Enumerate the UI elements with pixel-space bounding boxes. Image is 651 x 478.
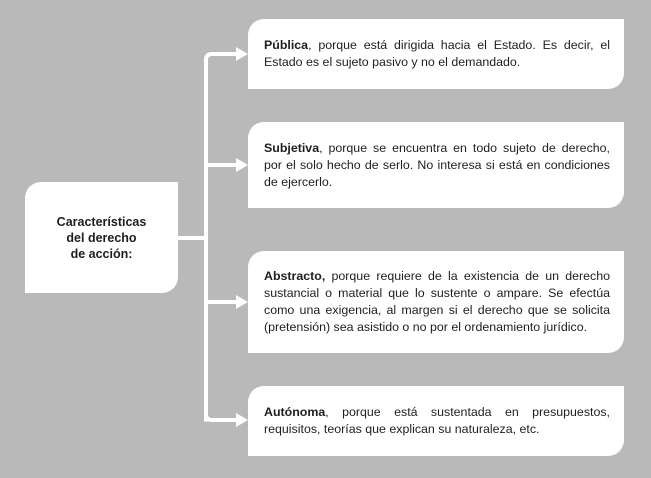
item-box-publica bbox=[248, 19, 624, 89]
connector-branch-4 bbox=[206, 414, 236, 420]
item-text bbox=[264, 140, 610, 191]
item-box-subjetiva bbox=[248, 122, 624, 208]
item-term: Subjetiva bbox=[264, 140, 320, 155]
connector-branch-1 bbox=[206, 54, 236, 60]
item-term: Abstracto, bbox=[264, 269, 326, 283]
item-description: , porque está sustentada en presupuestos, requisitos, teorías que explican su naturaleza, etc. bbox=[264, 405, 610, 436]
item-box-autonoma bbox=[248, 386, 624, 456]
arrowhead-2 bbox=[236, 158, 248, 172]
arrowhead-3 bbox=[236, 295, 248, 309]
root-title-line-1: Características bbox=[56, 214, 147, 229]
item-text bbox=[264, 268, 610, 336]
root-box bbox=[25, 182, 178, 293]
item-description: porque requiere de la existencia de un derecho sustancial o material que lo sustente o ampare. Se efectúa como una exigencia, al margen si el derecho que se solicita (pretensión) sea asistido o no por el ordenamiento jurídico. bbox=[264, 269, 610, 334]
item-text bbox=[264, 404, 610, 438]
item-description: , porque se encuentra en todo sujeto de derecho, por el solo hecho de serlo. No interesa si está en condiciones de ejercerlo. bbox=[264, 140, 610, 189]
arrowhead-1 bbox=[236, 47, 248, 61]
item-term: Autónoma bbox=[264, 405, 326, 419]
arrowhead-4 bbox=[236, 413, 248, 427]
root-title-line-3: de acción: bbox=[70, 246, 133, 261]
item-description: , porque está dirigida hacia el Estado. Es decir, el Estado es el sujeto pasivo y no el demandado. bbox=[264, 38, 610, 69]
item-text bbox=[264, 37, 610, 71]
root-title bbox=[57, 214, 147, 262]
root-title-line-2: del derecho bbox=[66, 230, 137, 245]
item-term: Pública bbox=[264, 38, 309, 52]
item-box-abstracto bbox=[248, 251, 624, 353]
